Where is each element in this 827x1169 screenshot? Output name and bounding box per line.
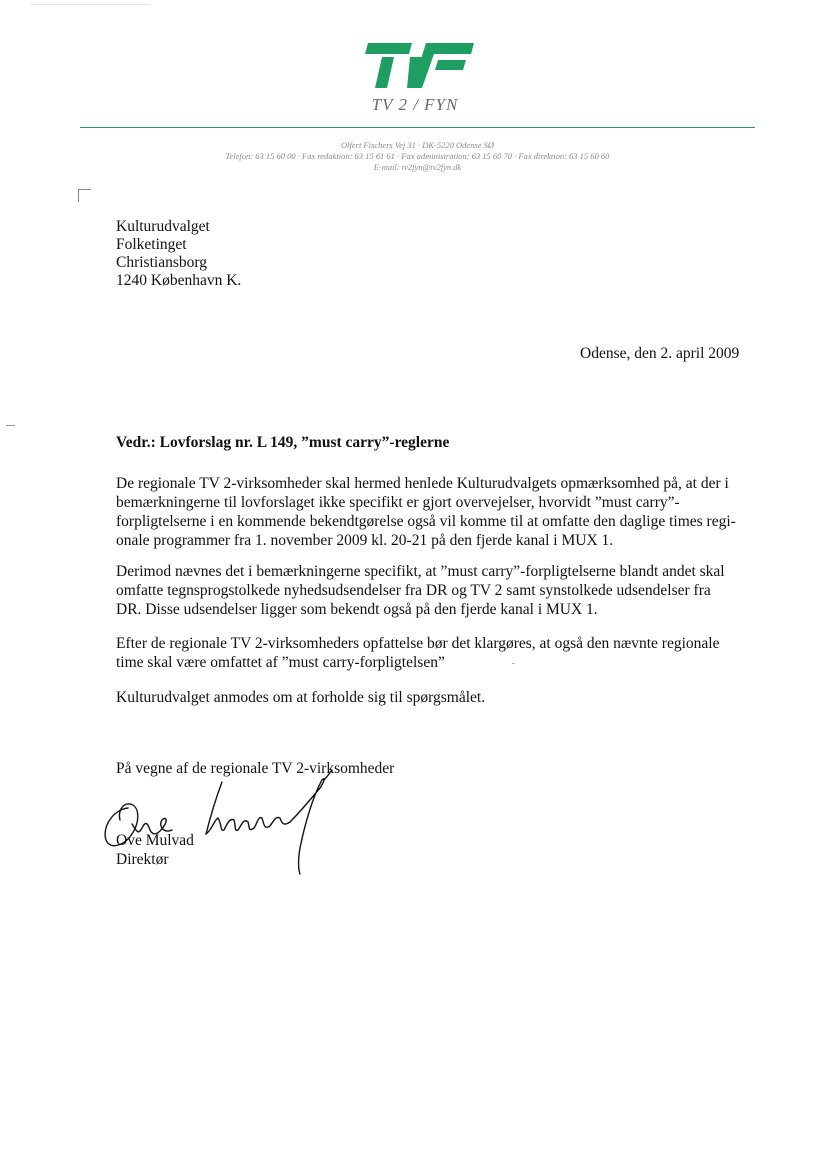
body-paragraph-4 xyxy=(116,688,756,707)
signatory-title: Direktør xyxy=(116,851,169,868)
letter-date: Odense, den 2. april 2009 xyxy=(580,345,740,362)
address-window-corner-mark xyxy=(78,189,91,202)
body-line: Efter de regionale TV 2-virksomheders opfattelse bør det klargøres, at også den nævnte regionale xyxy=(116,635,720,652)
body-line: DR. Disse udsendelser ligger som bekendt også på den fjerde kanal i MUX 1. xyxy=(116,601,598,618)
letterhead-address: Olfert Fischers Vej 31 · DK-5220 Odense SØ xyxy=(341,140,494,150)
letterhead-phones: Telefon: 63 15 60 00 · Fax redaktion: 63 15 61 61 · Fax administration: 63 15 60 70 · Fax direktion: 63 15 60 60 xyxy=(225,151,610,161)
tv2-fyn-logo xyxy=(360,40,478,92)
recipient-line: Christiansborg xyxy=(116,254,207,271)
letter-subject: Vedr.: Lovforslag nr. L 149, ”must carry”-reglerne xyxy=(116,434,450,451)
recipient-line: Folketinget xyxy=(116,236,187,253)
recipient-line: 1240 København K. xyxy=(116,272,242,289)
body-paragraph-3 xyxy=(116,634,756,672)
body-line: bemærkningerne til lovforslaget ikke specifikt er gjort overvejelser, hvorvidt ”must carry”- xyxy=(116,494,680,511)
signatory-name: Ove Mulvad xyxy=(116,832,194,849)
logo-subtitle: TV 2 / FYN xyxy=(371,95,459,114)
closing-line: På vegne af de regionale TV 2-virksomheder xyxy=(116,760,395,777)
body-line: onale programmer fra 1. november 2009 kl. 20-21 på den fjerde kanal i MUX 1. xyxy=(116,532,614,549)
fold-mark xyxy=(6,425,15,426)
body-line: forpligtelserne i en kommende bekendtgørelse også vil komme til at omfatte den daglige times regi- xyxy=(116,513,736,530)
recipient-line: Kulturudvalget xyxy=(116,218,210,235)
recipient-address xyxy=(116,218,241,290)
letterhead-rule xyxy=(80,127,755,128)
body-line: time skal være omfattet af ”must carry-forpligtelsen” xyxy=(116,654,445,671)
body-line: Derimod nævnes det i bemærkningerne specifikt, at ”must carry”-forpligtelserne blandt andet skal xyxy=(116,563,725,580)
body-line: omfatte tegnsprogstolkede nyhedsudsendelser fra DR og TV 2 samt synstolkede udsendelser fra xyxy=(116,582,711,599)
scan-edge-line xyxy=(30,4,150,5)
letterhead-email: E-mail: tv2fyn@tv2fyn.dk xyxy=(373,162,462,172)
body-line: Kulturudvalget anmodes om at forholde sig til spørgsmålet. xyxy=(116,689,486,706)
body-line: De regionale TV 2-virksomheder skal hermed henlede Kulturudvalgets opmærksomhed på, at der i xyxy=(116,475,729,492)
body-paragraph-1 xyxy=(116,474,756,550)
tv2-logo-icon xyxy=(360,40,478,92)
scan-speck xyxy=(512,663,515,664)
body-paragraph-2 xyxy=(116,562,756,619)
